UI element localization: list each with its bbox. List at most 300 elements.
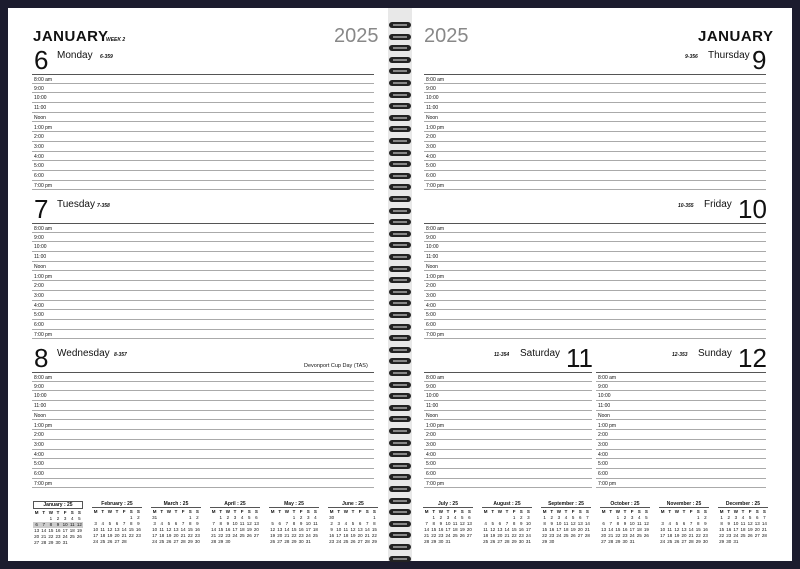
date-cell: 4 — [101, 521, 104, 526]
date-cell: 17 — [733, 527, 739, 532]
date-cell: 12 — [76, 522, 82, 527]
date-cell: 1 — [543, 515, 546, 520]
date-cell: 8 — [219, 521, 222, 526]
time-slot[interactable]: 9:00 — [32, 84, 374, 94]
time-slot[interactable]: 6:00 — [424, 171, 766, 181]
date-cell: 7 — [505, 521, 509, 526]
date-cell: 22 — [218, 533, 224, 538]
time-slot[interactable]: 4:00 — [32, 450, 374, 460]
date-cell: 16 — [135, 527, 141, 532]
date-cell: 15 — [719, 527, 725, 532]
date-cell: 12 — [490, 527, 496, 532]
date-cell: 25 — [69, 534, 75, 539]
date-cell: 25 — [239, 533, 245, 538]
weekday-letter: T — [564, 509, 568, 514]
date-cell: 10 — [556, 521, 562, 526]
time-slot[interactable]: 1:00 pm — [32, 272, 374, 282]
binding-ring — [389, 556, 411, 562]
time-slot[interactable]: 4:00 — [596, 450, 766, 460]
time-slot[interactable]: 1:00 pm — [596, 421, 766, 431]
mini-calendar — [600, 501, 650, 545]
date-cell: 3 — [557, 515, 561, 520]
time-slot[interactable]: 3:00 — [32, 440, 374, 450]
time-slot[interactable]: 10:00 — [32, 391, 374, 401]
date-cell: 28 — [284, 539, 290, 544]
mini-calendar-title: November : 25 — [659, 501, 709, 508]
date-cell: 29 — [431, 539, 437, 544]
binding-ring — [389, 370, 411, 376]
date-cell: 30 — [438, 539, 444, 544]
date-cell: 28 — [364, 539, 370, 544]
date-cell: 14 — [424, 527, 430, 532]
time-slot[interactable]: 11:00 — [596, 401, 766, 411]
time-slot[interactable]: 9:00 — [424, 84, 766, 94]
day-name: Friday — [704, 199, 732, 210]
time-slot[interactable]: 7:00 pm — [32, 330, 374, 340]
time-slot[interactable]: 8:00 am — [596, 372, 766, 382]
time-slot[interactable]: 2:00 — [32, 430, 374, 440]
date-cell: 23 — [298, 533, 304, 538]
date-cell: 20 — [34, 534, 40, 539]
weekday-letter: S — [526, 509, 530, 514]
date-cell: 4 — [564, 515, 568, 520]
date-cell: 26 — [459, 533, 465, 538]
weekday-letter: S — [460, 509, 464, 514]
date-cell: 18 — [69, 528, 75, 533]
date-cell: 20 — [277, 533, 283, 538]
time-slot[interactable]: Noon — [32, 262, 374, 272]
date-cell: 16 — [518, 527, 524, 532]
date-cell: 19 — [674, 533, 680, 538]
date-cell: 9 — [520, 521, 523, 526]
date-cell — [466, 539, 473, 545]
date-cell: 8 — [720, 521, 723, 526]
date-cell: 5 — [748, 515, 752, 520]
time-slot[interactable]: 11:00 — [424, 103, 766, 113]
date-cell: 5 — [461, 515, 464, 520]
date-cell: 24 — [62, 534, 68, 539]
weekday-letter: W — [48, 510, 53, 515]
date-cell: 27 — [601, 539, 607, 544]
time-slot[interactable]: 1:00 pm — [424, 272, 766, 282]
date-cell: 25 — [740, 533, 746, 538]
time-slot[interactable]: 10:00 — [596, 391, 766, 401]
date-cell: 23 — [225, 533, 231, 538]
date-cell: 13 — [357, 527, 363, 532]
date-cell: 25 — [100, 539, 106, 544]
mini-calendar-title: January : 25 — [33, 501, 83, 509]
date-cell: 22 — [371, 533, 377, 538]
date-cell: 27 — [681, 539, 687, 544]
time-slot[interactable]: 6:00 — [596, 469, 766, 479]
mini-calendar — [92, 501, 142, 545]
time-slot[interactable]: 6:00 — [32, 469, 374, 479]
weekday-letter: M — [542, 509, 547, 514]
time-slot[interactable]: 3:00 — [596, 440, 766, 450]
date-cell: 21 — [584, 527, 590, 532]
date-cell: 28 — [180, 539, 186, 544]
binding-ring — [389, 150, 411, 156]
date-cell: 23 — [55, 534, 61, 539]
weekday-letter: S — [578, 509, 582, 514]
date-cell: 3 — [734, 515, 738, 520]
time-slot[interactable]: 2:00 — [32, 281, 374, 291]
time-slot[interactable]: 5:00 — [424, 459, 592, 469]
time-slot[interactable]: 9:00 — [32, 233, 374, 243]
weekday-letter: T — [550, 509, 554, 514]
binding-ring — [389, 68, 411, 74]
date-cell: 3 — [233, 515, 237, 520]
weekday-letter: F — [240, 509, 244, 514]
time-slot[interactable]: 11:00 — [32, 401, 374, 411]
time-slot[interactable]: 1:00 pm — [32, 123, 374, 133]
time-slot[interactable]: 11:00 — [424, 252, 766, 262]
time-slot[interactable]: 7:00 pm — [424, 330, 766, 340]
date-cell: 22 — [128, 533, 134, 538]
date-cell: 23 — [726, 533, 732, 538]
day-name: Thursday — [708, 50, 750, 61]
date-cell — [312, 539, 319, 545]
time-slot[interactable]: 8:00 am — [32, 223, 374, 233]
weekday-letter: M — [211, 509, 216, 514]
binding-ring — [389, 266, 411, 272]
date-cell: 16 — [702, 527, 708, 532]
weekday-letter: S — [372, 509, 376, 514]
date-cell: 4 — [638, 515, 641, 520]
weekday-letter: S — [247, 509, 251, 514]
date-cell: 8 — [292, 521, 296, 526]
date-cell: 11 — [563, 521, 569, 526]
date-cell: 17 — [62, 528, 68, 533]
time-slot[interactable]: 9:00 — [424, 382, 592, 392]
event-text: Devonport Cup Day (TAS) — [304, 363, 368, 369]
date-cell: 24 — [525, 533, 531, 538]
time-slot[interactable]: 4:00 — [32, 301, 374, 311]
weekday-letter: T — [432, 509, 436, 514]
date-cell: 18 — [343, 533, 349, 538]
date-cell: 7 — [212, 521, 215, 526]
binding-ring — [389, 277, 411, 283]
date-cell: 21 — [504, 533, 510, 538]
time-slot[interactable]: 6:00 — [32, 171, 374, 181]
time-slot[interactable]: 2:00 — [32, 132, 374, 142]
date-cell: 24 — [660, 539, 666, 544]
date-cell: 15 — [187, 527, 193, 532]
date-cell: 14 — [180, 527, 186, 532]
date-cell: 16 — [329, 533, 335, 538]
date-cell: 7 — [366, 521, 369, 526]
date-cell: 14 — [504, 527, 510, 532]
day-count: 6-359 — [100, 54, 113, 60]
time-slot[interactable]: 3:00 — [32, 291, 374, 301]
time-slot[interactable]: 10:00 — [424, 242, 766, 252]
binding-ring — [389, 22, 411, 28]
binding-ring — [389, 34, 411, 40]
date-cell: 9 — [439, 521, 443, 526]
date-cell: 24 — [445, 533, 451, 538]
date-cell: 13 — [253, 521, 259, 526]
weekday-letter: T — [609, 509, 613, 514]
date-cell: 20 — [577, 527, 583, 532]
date-cell: 10 — [152, 527, 158, 532]
date-cell: 9 — [196, 521, 199, 526]
time-slot[interactable]: Noon — [32, 113, 374, 123]
date-cell: 12 — [350, 527, 356, 532]
weekday-letter: M — [93, 509, 98, 514]
date-cell: 21 — [41, 534, 47, 539]
date-cell: 4 — [240, 515, 244, 520]
mini-calendar — [423, 501, 473, 545]
date-cell: 18 — [312, 527, 318, 532]
date-cell: 11 — [452, 521, 458, 526]
date-cell: 6 — [255, 515, 258, 520]
time-slot[interactable]: 7:00 pm — [596, 479, 766, 489]
date-cell: 1 — [697, 515, 700, 520]
time-slot[interactable]: 11:00 — [424, 401, 592, 411]
time-slot[interactable]: 8:00 am — [32, 372, 374, 382]
time-slot[interactable]: 7:00 pm — [424, 181, 766, 191]
binding-ring — [389, 324, 411, 330]
binding-ring — [389, 474, 411, 480]
date-cell: 6 — [115, 521, 119, 526]
time-slot[interactable]: 7:00 pm — [424, 479, 592, 489]
date-cell: 19 — [350, 533, 356, 538]
date-cell: 19 — [747, 527, 753, 532]
date-cell: 24 — [305, 533, 311, 538]
date-cell: 31 — [62, 540, 68, 545]
time-slot[interactable]: 9:00 — [424, 233, 766, 243]
date-cell: 1 — [219, 515, 222, 520]
date-cell: 30 — [726, 539, 732, 544]
date-cell: 4 — [484, 521, 487, 526]
time-slot[interactable]: 4:00 — [424, 301, 766, 311]
date-cell: 25 — [483, 539, 489, 544]
date-cell: 19 — [490, 533, 496, 538]
time-slot[interactable]: Noon — [424, 113, 766, 123]
date-cell: 18 — [740, 527, 746, 532]
date-cell: 25 — [636, 533, 642, 538]
weekday-letter: S — [703, 509, 707, 514]
date-cell: 21 — [424, 533, 430, 538]
date-cell: 27 — [253, 533, 259, 538]
weekday-letter: T — [446, 509, 450, 514]
time-slot[interactable]: 1:00 pm — [424, 421, 592, 431]
time-slot[interactable]: 3:00 — [424, 440, 592, 450]
binding-ring — [389, 138, 411, 144]
date-cell: 22 — [431, 533, 437, 538]
date-cell: 7 — [763, 515, 766, 520]
date-cell: 5 — [491, 521, 494, 526]
time-slot[interactable]: 8:00 am — [32, 74, 374, 84]
time-slot[interactable]: 1:00 pm — [424, 123, 766, 133]
binding-ring — [389, 126, 411, 132]
weekday-letter: M — [152, 509, 157, 514]
date-cell: 29 — [719, 539, 725, 544]
date-cell: 23 — [194, 533, 200, 538]
date-cell: 8 — [130, 521, 133, 526]
time-slot[interactable]: Noon — [32, 411, 374, 421]
date-cell: 11 — [313, 521, 318, 526]
weekday-letter: T — [682, 509, 686, 514]
time-slot[interactable]: 6:00 — [424, 320, 766, 330]
weekday-letter: M — [601, 509, 606, 514]
binding-ring — [389, 161, 411, 167]
time-slot[interactable]: 11:00 — [32, 252, 374, 262]
date-cell: 22 — [48, 534, 54, 539]
binding-ring — [389, 300, 411, 306]
binding-ring — [389, 393, 411, 399]
date-cell: 28 — [761, 533, 767, 538]
date-cell: 20 — [357, 533, 363, 538]
date-cell: 4 — [160, 521, 163, 526]
date-cell: 25 — [312, 533, 318, 538]
date-cell: 6 — [174, 521, 178, 526]
date-cell: 6 — [498, 521, 502, 526]
date-cell: 8 — [47, 522, 54, 528]
time-slot[interactable]: 9:00 — [32, 382, 374, 392]
date-cell: 28 — [211, 539, 217, 544]
date-cell: 13 — [277, 527, 283, 532]
time-slot[interactable]: 7:00 pm — [32, 479, 374, 489]
date-cell: 17 — [629, 527, 635, 532]
date-cell: 5 — [271, 521, 274, 526]
date-cell: 4 — [741, 515, 745, 520]
month-title-right: JANUARY — [698, 28, 774, 45]
time-slot[interactable]: 3:00 — [32, 142, 374, 152]
date-cell: 7 — [425, 521, 428, 526]
time-slot[interactable]: 10:00 — [32, 93, 374, 103]
date-cell: 16 — [55, 528, 61, 533]
date-cell: 10 — [629, 521, 635, 526]
time-slot[interactable]: 6:00 — [424, 469, 592, 479]
time-slot[interactable]: Noon — [596, 411, 766, 421]
time-slot[interactable]: 8:00 am — [424, 223, 766, 233]
date-cell: 22 — [542, 533, 548, 538]
weekday-letter: W — [166, 509, 171, 514]
date-cell: 30 — [329, 515, 335, 520]
weekday-letter: W — [284, 509, 289, 514]
date-cell: 24 — [152, 539, 158, 544]
year-left: 2025 — [334, 25, 379, 47]
time-slot[interactable]: 8:00 am — [424, 74, 766, 84]
time-slot[interactable]: 6:00 — [32, 320, 374, 330]
time-slot[interactable]: 4:00 — [424, 152, 766, 162]
time-slot[interactable]: 2:00 — [424, 281, 766, 291]
time-slot[interactable]: 8:00 am — [424, 372, 592, 382]
date-cell: 9 — [727, 521, 730, 526]
binding-ring — [389, 219, 411, 225]
date-cell: 29 — [695, 539, 701, 544]
day-name: Sunday — [698, 348, 732, 359]
date-cell: 8 — [543, 521, 546, 526]
time-slot[interactable]: 5:00 — [424, 310, 766, 320]
date-cell: 5 — [645, 515, 648, 520]
day-name: Monday — [57, 50, 93, 61]
date-cell: 27 — [466, 533, 472, 538]
date-cell: 30 — [225, 539, 231, 544]
binding-ring — [389, 440, 411, 446]
time-slot[interactable]: 9:00 — [596, 382, 766, 392]
date-cell: 19 — [107, 533, 113, 538]
weekday-letter: T — [278, 509, 282, 514]
weekday-letter: W — [107, 509, 112, 514]
mini-calendar — [541, 501, 591, 545]
time-slot[interactable]: 2:00 — [424, 132, 766, 142]
date-cell: 14 — [761, 521, 767, 526]
date-cell: 28 — [584, 533, 590, 538]
date-cell: 31 — [445, 539, 451, 544]
time-slot[interactable]: 11:00 — [32, 103, 374, 113]
date-cell: 6 — [33, 522, 40, 528]
date-cell: 21 — [211, 533, 217, 538]
time-slot[interactable]: 5:00 — [32, 161, 374, 171]
date-cell: 4 — [668, 521, 671, 526]
date-cell: 12 — [643, 521, 649, 526]
time-slot[interactable]: 10:00 — [424, 93, 766, 103]
time-slot[interactable]: 10:00 — [424, 391, 592, 401]
time-slot[interactable]: 7:00 pm — [32, 181, 374, 191]
day-count: 9-356 — [685, 54, 698, 60]
time-slot[interactable]: 5:00 — [596, 459, 766, 469]
date-cell: 10 — [336, 527, 342, 532]
time-slot[interactable]: 5:00 — [424, 161, 766, 171]
time-slot[interactable]: 2:00 — [424, 430, 592, 440]
time-slot[interactable]: 10:00 — [32, 242, 374, 252]
date-cell: 10 — [232, 521, 238, 526]
date-cell: 10 — [660, 527, 666, 532]
date-cell: 7 — [181, 521, 185, 526]
date-cell — [584, 539, 591, 545]
time-slot[interactable]: 3:00 — [424, 291, 766, 301]
mini-calendar — [328, 501, 378, 545]
time-slot[interactable]: 5:00 — [32, 310, 374, 320]
day-count: 11-354 — [494, 352, 510, 358]
date-cell: 20 — [253, 527, 259, 532]
date-cell: 4 — [314, 515, 317, 520]
date-cell: 23 — [622, 533, 628, 538]
day-count: 7-358 — [97, 203, 110, 209]
date-cell: 6 — [756, 515, 759, 520]
weekday-letter: S — [644, 509, 648, 514]
date-cell — [239, 539, 246, 545]
date-cell — [636, 539, 643, 545]
date-cell: 6 — [278, 521, 281, 526]
date-cell: 8 — [373, 521, 376, 526]
time-slot[interactable]: Noon — [424, 411, 592, 421]
binding-ring — [389, 358, 411, 364]
time-slot[interactable]: 1:00 pm — [32, 421, 374, 431]
date-cell: 1 — [49, 516, 53, 521]
date-cell: 17 — [525, 527, 531, 532]
time-slot[interactable]: 2:00 — [596, 430, 766, 440]
date-cell: 1 — [292, 515, 296, 520]
date-cell: 19 — [76, 528, 82, 533]
time-slot[interactable]: 4:00 — [424, 450, 592, 460]
time-slot[interactable]: 4:00 — [32, 152, 374, 162]
date-cell: 21 — [364, 533, 370, 538]
time-slot[interactable]: 5:00 — [32, 459, 374, 469]
weekday-letter: W — [556, 509, 561, 514]
time-slot[interactable]: Noon — [424, 262, 766, 272]
date-cell: 29 — [511, 539, 517, 544]
date-cell: 18 — [563, 527, 569, 532]
date-cell: 12 — [570, 521, 576, 526]
time-slot[interactable]: 3:00 — [424, 142, 766, 152]
date-cell: 8 — [432, 521, 435, 526]
day-count: 8-357 — [114, 352, 127, 358]
weekday-letter: F — [689, 509, 693, 514]
weekday-letter: M — [34, 510, 39, 515]
